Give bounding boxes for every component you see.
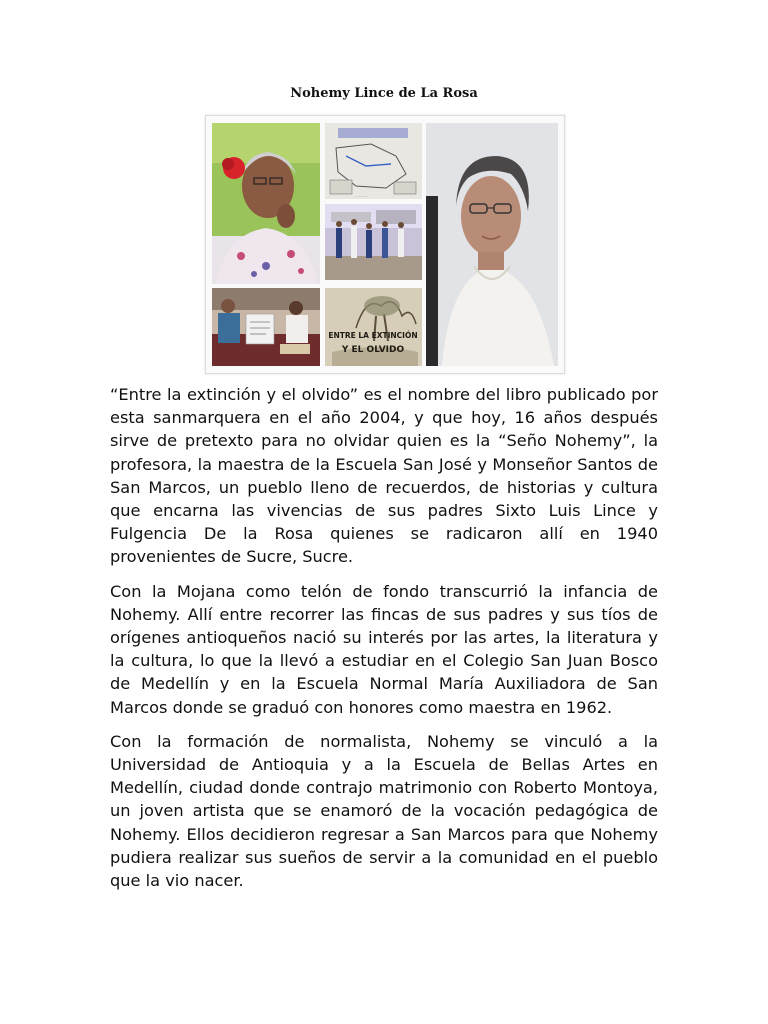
photo-map-drawing (325, 123, 422, 199)
paragraph-1: “Entre la extinción y el olvido” es el nombre del libro publicado por esta sanmarquera en el año 2004, y que hoy, 16 años después sirve de pretexto para no olvidar quien es la “Seño Nohemy”, la profesora, la maestra de la Escuela San José y Monseñor Santos de San Marcos, un pueblo lleno de recuerdos, de historias y cultura que encarna las vivencias de sus padres Sixto Luis Lince y Fulgencia De la Rosa quienes se radicaron allí en 1940 provenientes de Sucre, Sucre. (110, 385, 658, 567)
photo-woman-with-flower (212, 123, 320, 284)
photo-book-cover (325, 288, 422, 366)
svg-text:· · · · ·: · · · · · (356, 194, 368, 199)
photo-collage (205, 115, 565, 374)
photo-woman-portrait (426, 123, 558, 366)
book-cover-title-line1: ENTRE LA EXTINCIÓN (328, 331, 418, 340)
article-body (110, 383, 658, 903)
page-title: Nohemy Lince de La Rosa (290, 86, 478, 101)
paragraph-2: Con la Mojana como telón de fondo transcurrió la infancia de Nohemy. Allí entre recorrer las fincas de sus padres y sus tíos de orígenes antioqueños nació su interés por las artes, la literatura y la cultura, lo que la llevó a estudiar en el Colegio San Juan Bosco de Medellín y en la Escuela Normal María Auxiliadora de San Marcos donde se graduó con honores como maestra en 1962. (110, 581, 658, 717)
photo-book-presentation (212, 288, 320, 366)
photo-parade (325, 204, 422, 280)
book-cover-title-line2: Y EL OLVIDO (341, 345, 405, 355)
paragraph-3: Con la formación de normalista, Nohemy se vinculó a la Universidad de Antioquia y a la Escuela de Bellas Artes en Medellín, ciudad donde contrajo matrimonio con Roberto Montoya, un joven artista que se enamoró de la vocación pedagógica de Nohemy. Ellos decidieron regresar a San Marcos para que Nohemy pudiera realizar sus sueños de servir a la comunidad en el pueblo que la vio nacer. (110, 731, 658, 891)
